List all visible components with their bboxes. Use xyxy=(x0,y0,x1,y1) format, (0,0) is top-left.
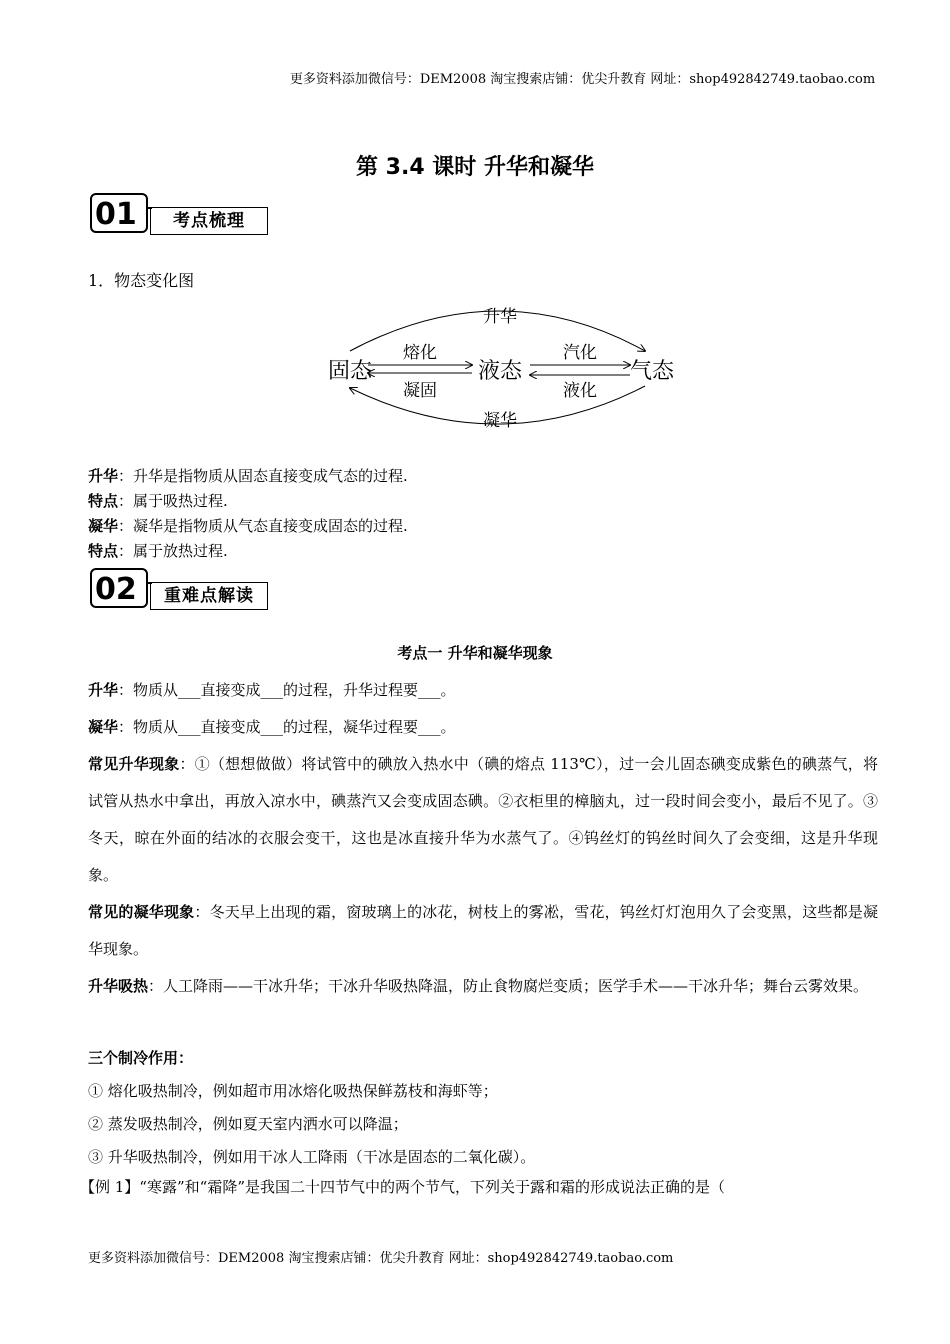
common-sublimation-paragraph xyxy=(88,746,878,894)
deposition-label: 凝华 xyxy=(483,411,517,431)
definition-term: 特点 xyxy=(88,542,119,560)
definition-term: 特点 xyxy=(88,492,119,510)
fill-in-term: 升华 xyxy=(88,681,119,699)
cooling-heading-text: 三个制冷作用： xyxy=(88,1049,194,1067)
sublimation-label: 升华 xyxy=(483,307,517,327)
definitions-block xyxy=(88,464,878,564)
fill-in-text: ：物质从___直接变成___的过程，升华过程要___。 xyxy=(118,681,456,699)
example-question: 【例 1】“寒露”和“霜降”是我国二十四节气中的两个节气，下列关于露和霜的形成说法正确的是（ xyxy=(80,1178,725,1196)
definition-row xyxy=(88,514,878,539)
definition-row xyxy=(88,464,878,489)
paragraph-text: ：冬天早上出现的霜，窗玻璃上的冰花，树枝上的雾凇，雪花，钨丝灯灯泡用久了会变黑，这些都是凝华现象。 xyxy=(88,903,878,958)
definition-term: 升华 xyxy=(88,467,119,485)
cooling-item: ③ 升华吸热制冷，例如用干冰人工降雨（干冰是固态的二氧化碳）。 xyxy=(88,1148,536,1166)
page-title: 第 3.4 课时 升华和凝华 xyxy=(356,155,594,180)
solid-label: 固态 xyxy=(328,359,373,384)
melting-label: 熔化 xyxy=(403,343,437,363)
definition-term: 凝华 xyxy=(88,517,119,535)
fill-in-text: ：物质从___直接变成___的过程，凝华过程要___。 xyxy=(118,718,456,736)
paragraph-term: 常见升华现象 xyxy=(88,755,180,773)
fill-in-row xyxy=(88,709,878,746)
topic-heading: 考点一 升华和凝华现象 xyxy=(397,644,553,662)
liquefying-label: 液化 xyxy=(563,381,597,401)
definition-text: ：属于放热过程. xyxy=(118,542,228,560)
fill-in-term: 凝华 xyxy=(88,718,119,736)
cooling-item: ② 蒸发吸热制冷，例如夏天室内洒水可以降温； xyxy=(88,1115,408,1133)
section-label: 重难点解读 xyxy=(150,582,268,610)
section-number: 02 xyxy=(90,568,148,608)
vaporizing-label: 汽化 xyxy=(563,343,597,363)
common-deposition-paragraph xyxy=(88,894,878,968)
sublimation-absorb-paragraph xyxy=(88,968,878,1005)
gas-label: 气态 xyxy=(630,359,675,384)
page-header xyxy=(0,68,950,87)
section-badge-02 xyxy=(90,568,268,610)
liquid-label: 液态 xyxy=(478,359,523,384)
paragraph-text: ：人工降雨——干冰升华；干冰升华吸热降温，防止食物腐烂变质；医学手术——干冰升华；舞台云雾效果。 xyxy=(148,977,869,995)
fill-in-block xyxy=(88,672,878,746)
paragraph-term: 升华吸热 xyxy=(88,977,149,995)
cooling-item: ① 熔化吸热制冷，例如超市用冰熔化吸热保鲜荔枝和海虾等； xyxy=(88,1082,498,1100)
section-badge-01 xyxy=(90,193,268,235)
definition-text: ：凝华是指物质从气态直接变成固态的过程. xyxy=(118,517,408,535)
header-text: 更多资料添加微信号：DEM2008 淘宝搜索店铺：优尖升教育 网址：shop492842749.taobao.com xyxy=(289,72,876,87)
cooling-heading xyxy=(88,1042,878,1075)
section-number: 01 xyxy=(90,193,148,233)
definition-text: ：属于吸热过程. xyxy=(118,492,228,510)
paragraph-text: ：①（想想做做）将试管中的碘放入热水中（碘的熔点 113℃），过一会儿固态碘变成紫色的碘蒸气，将试管从热水中拿出，再放入凉水中，碘蒸汽又会变成固态碘。②衣柜里的樟脑丸，过一段时间会变小，最后不见了。③冬天，晾在外面的结冰的衣服会变干，这也是冰直接升华为水蒸气了。④钨丝灯的钨丝时间久了会变细，这是升华现象。 xyxy=(88,755,878,884)
state-change-diagram xyxy=(320,296,685,436)
page-footer: 更多资料添加微信号：DEM2008 淘宝搜索店铺：优尖升教育 网址：shop492842749.taobao.com xyxy=(88,1251,674,1266)
paragraph-term: 常见的凝华现象 xyxy=(88,903,195,921)
solidifying-label: 凝固 xyxy=(403,381,437,401)
definition-row xyxy=(88,539,878,564)
fill-in-row xyxy=(88,672,878,709)
diagram-title: 1．物态变化图 xyxy=(88,271,195,290)
section-label: 考点梳理 xyxy=(150,207,268,235)
definition-row xyxy=(88,489,878,514)
cooling-block xyxy=(88,1042,878,1174)
definition-text: ：升华是指物质从固态直接变成气态的过程. xyxy=(118,467,408,485)
